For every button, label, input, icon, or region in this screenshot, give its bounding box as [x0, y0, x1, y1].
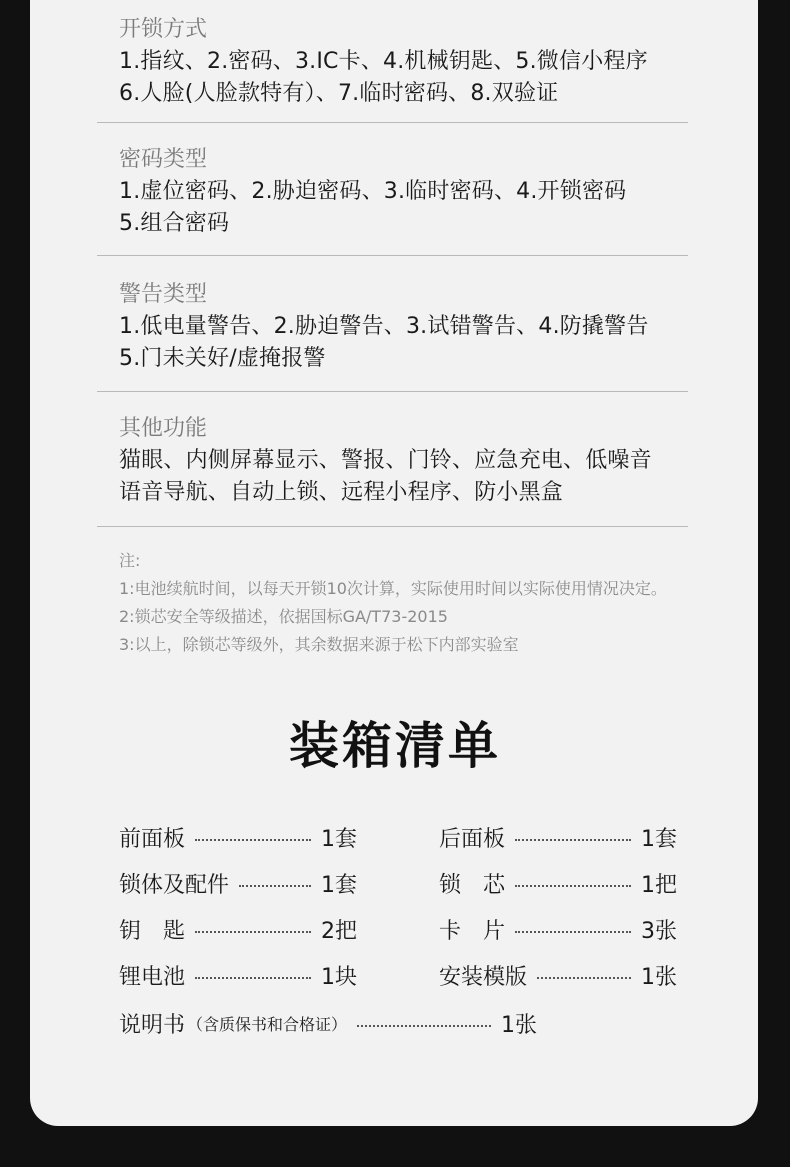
section-line: 5.组合密码 — [119, 211, 230, 236]
packing-item — [119, 914, 357, 945]
section-line: 1.低电量警告、2.胁迫警告、3.试错警告、4.防撬警告 — [119, 314, 649, 339]
packing-item — [439, 960, 677, 991]
item-name: 锁 芯 — [439, 873, 506, 898]
section-title: 其他功能 — [119, 416, 208, 441]
packing-item — [439, 914, 677, 945]
section-line: 6.人脸(人脸款特有）、7.临时密码、8.双验证 — [119, 81, 559, 106]
section-line: 1.指纹、2.密码、3.IC卡、4.机械钥匙、5.微信小程序 — [119, 49, 648, 74]
packing-list-title: 装箱清单 — [289, 717, 501, 775]
item-qty: 1把 — [641, 873, 677, 898]
item-qty: 2把 — [321, 919, 357, 944]
leader-dots — [239, 885, 311, 887]
item-name: 锁体及配件 — [119, 873, 230, 898]
item-name: 说明书 — [119, 1013, 186, 1038]
footnote-item: 3:以上，除锁芯等级外，其余数据来源于松下内部实验室 — [119, 635, 519, 654]
leader-dots — [515, 885, 631, 887]
section-title: 密码类型 — [119, 147, 208, 172]
footnote-item: 1:电池续航时间，以每天开锁10次计算，实际使用时间以实际使用情况决定。 — [119, 579, 667, 598]
item-qty: 1块 — [321, 965, 357, 990]
packing-item — [119, 960, 357, 991]
item-qty: 1张 — [501, 1013, 537, 1038]
section-title: 开锁方式 — [119, 17, 208, 42]
divider — [97, 391, 688, 392]
item-name: 钥 匙 — [119, 919, 186, 944]
section-line: 语音导航、自动上锁、远程小程序、防小黑盒 — [119, 480, 564, 505]
footnote-label: 注: — [119, 551, 141, 570]
section-line: 1.虚位密码、2.胁迫密码、3.临时密码、4.开锁密码 — [119, 179, 627, 204]
packing-item — [119, 868, 357, 899]
section-line: 5.门未关好/虚掩报警 — [119, 346, 326, 371]
leader-dots — [357, 1025, 491, 1027]
footnote-item: 2:锁芯安全等级描述，依据国标GA/T73-2015 — [119, 607, 448, 626]
divider — [97, 255, 688, 256]
packing-item — [119, 822, 357, 853]
leader-dots — [515, 839, 631, 841]
section-title: 警告类型 — [119, 282, 208, 307]
leader-dots — [195, 839, 311, 841]
item-qty: 1套 — [321, 827, 357, 852]
leader-dots — [515, 931, 631, 933]
divider — [97, 526, 688, 527]
item-qty: 1张 — [641, 965, 677, 990]
item-name: 后面板 — [439, 827, 506, 852]
item-name: 卡 片 — [439, 919, 506, 944]
leader-dots — [537, 977, 631, 979]
packing-item — [439, 822, 677, 853]
item-note: （含质保书和合格证） — [187, 1015, 348, 1034]
item-name: 锂电池 — [119, 965, 186, 990]
item-name: 前面板 — [119, 827, 186, 852]
leader-dots — [195, 977, 311, 979]
section-line: 猫眼、内侧屏幕显示、警报、门铃、应急充电、低噪音 — [119, 448, 652, 473]
item-qty: 1套 — [641, 827, 677, 852]
packing-item — [119, 1008, 537, 1039]
divider — [97, 122, 688, 123]
item-qty: 3张 — [641, 919, 677, 944]
packing-item — [439, 868, 677, 899]
leader-dots — [195, 931, 311, 933]
item-name: 安装模版 — [439, 965, 528, 990]
item-qty: 1套 — [321, 873, 357, 898]
